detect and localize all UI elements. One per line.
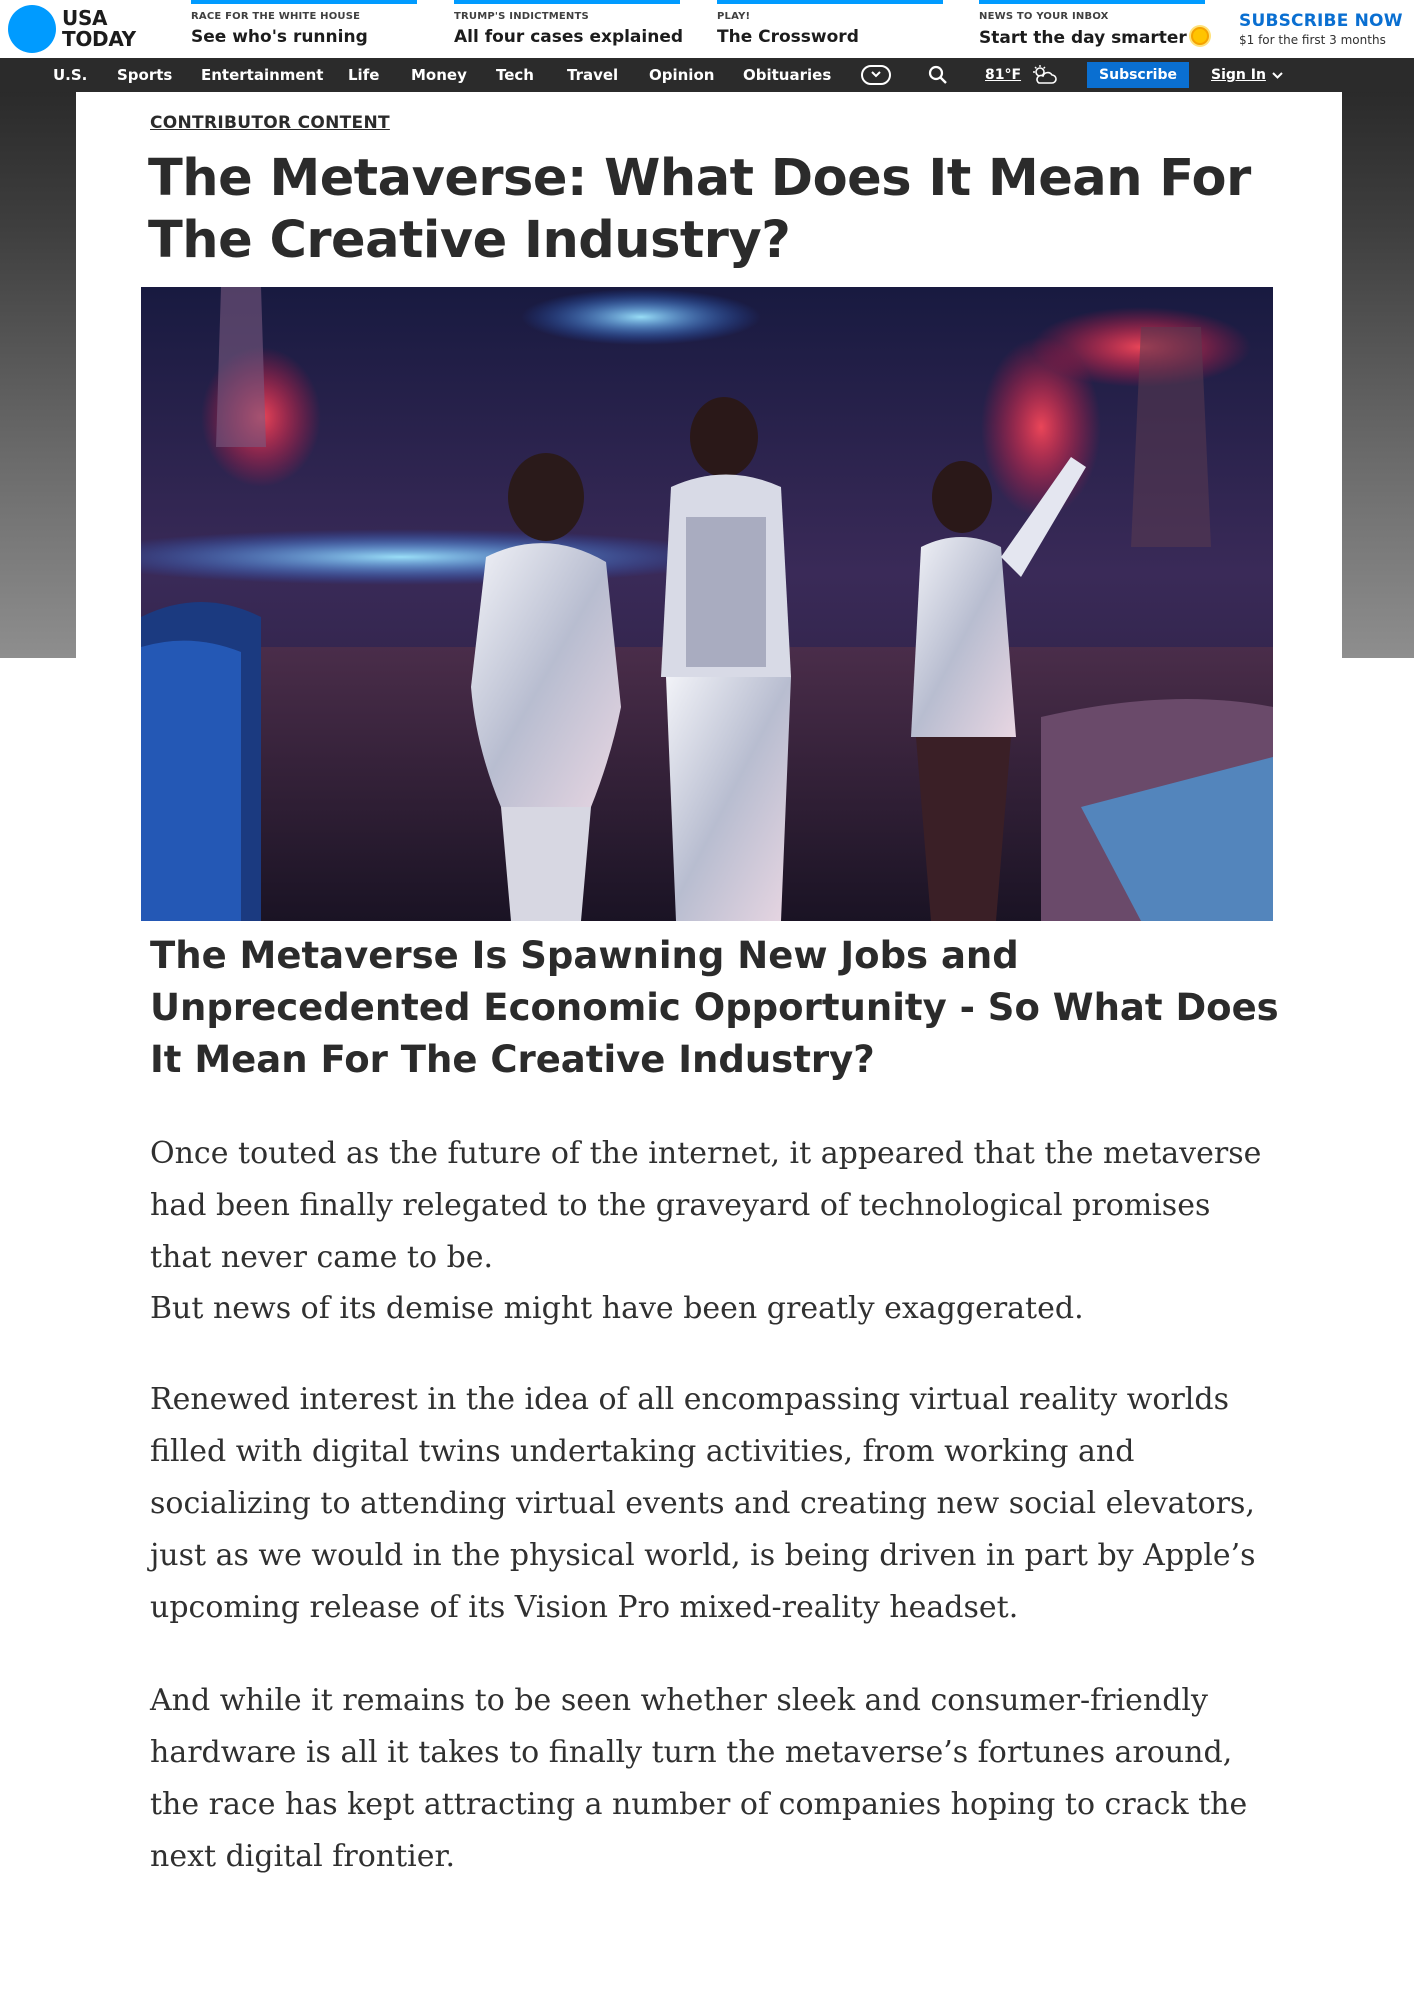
metaverse-avatars-illustration (141, 287, 1273, 921)
nav-item-tech[interactable]: Tech (496, 66, 534, 84)
promo-kicker: TRUMP'S INDICTMENTS (454, 11, 589, 22)
logo-line-2: TODAY (62, 27, 136, 51)
promo-kicker: NEWS TO YOUR INBOX (979, 11, 1109, 22)
article-card (76, 92, 1342, 2000)
hero-image (141, 287, 1273, 921)
nav-item-entertainment[interactable]: Entertainment (201, 66, 324, 84)
nav-item-obituaries[interactable]: Obituaries (743, 66, 832, 84)
top-promo-bar (0, 0, 1414, 58)
article-headline: The Metaverse: What Does It Mean For The Creative Industry? (148, 149, 1251, 270)
nav-item-us[interactable]: U.S. (53, 66, 88, 84)
promo-crossword[interactable] (717, 0, 943, 58)
subscribe-now-subtitle: $1 for the first 3 months (1239, 33, 1386, 47)
weather-temperature[interactable]: 81°F (985, 67, 1022, 83)
nav-item-sports[interactable]: Sports (117, 66, 173, 84)
sign-in-label: Sign In (1211, 67, 1266, 83)
chevron-down-icon (1272, 72, 1283, 79)
nav-item-money[interactable]: Money (411, 66, 467, 84)
nav-item-life[interactable]: Life (348, 66, 380, 84)
promo-title (979, 27, 1209, 48)
sign-in-button[interactable] (1211, 58, 1283, 92)
promo-title: See who's running (191, 27, 368, 47)
nav-more-button[interactable] (861, 65, 891, 85)
promo-white-house[interactable] (191, 0, 417, 58)
subscribe-now-title: SUBSCRIBE NOW (1239, 11, 1403, 31)
usa-today-logo[interactable] (8, 5, 158, 53)
article-paragraph: And while it remains to be seen whether sleek and consumer-friendly hardware is all it takes to finally turn the metaverse’s fortunes around, the race has kept attracting a number of companies hoping to crack the next digital frontier. (150, 1683, 1248, 1874)
promo-indictments[interactable] (454, 0, 684, 58)
search-icon[interactable] (928, 65, 948, 85)
main-nav (0, 58, 1414, 92)
promo-kicker: RACE FOR THE WHITE HOUSE (191, 11, 361, 22)
promo-kicker: PLAY! (717, 11, 751, 22)
nav-item-opinion[interactable]: Opinion (649, 66, 715, 84)
partly-cloudy-icon[interactable] (1030, 64, 1058, 86)
chevron-down-icon (871, 71, 881, 78)
promo-title: The Crossword (717, 27, 859, 47)
contributor-content-label[interactable]: CONTRIBUTOR CONTENT (150, 113, 390, 133)
promo-title-text: Start the day smarter (979, 28, 1187, 48)
nav-subscribe-button[interactable]: Subscribe (1087, 62, 1189, 88)
article-paragraph: Once touted as the future of the internet, it appeared that the metaverse had been finally relegated to the graveyard of technological promises that never came to be. (150, 1136, 1262, 1275)
logo-circle-icon (8, 5, 56, 53)
logo-line-1: USA (62, 6, 108, 30)
article-paragraph: But news of its demise might have been greatly exaggerated. (150, 1291, 1084, 1326)
logo-text (62, 8, 162, 50)
article-paragraph: Renewed interest in the idea of all encompassing virtual reality worlds filled with digital twins undertaking activities, from working and socializing to attending virtual events and creating new social elevators, just as we would in the physical world, is being driven in part by Apple’s upcoming release of its Vision Pro mixed-reality headset. (150, 1382, 1256, 1625)
subscribe-now-promo[interactable] (1239, 11, 1403, 47)
article-subheadline: The Metaverse Is Spawning New Jobs and Unprecedented Economic Opportunity - So What Does It Mean For The Creative Industry? (150, 934, 1279, 1081)
sun-icon (1191, 27, 1209, 45)
nav-item-travel[interactable]: Travel (567, 66, 619, 84)
promo-title: All four cases explained (454, 27, 684, 47)
promo-newsletter[interactable] (979, 0, 1205, 58)
